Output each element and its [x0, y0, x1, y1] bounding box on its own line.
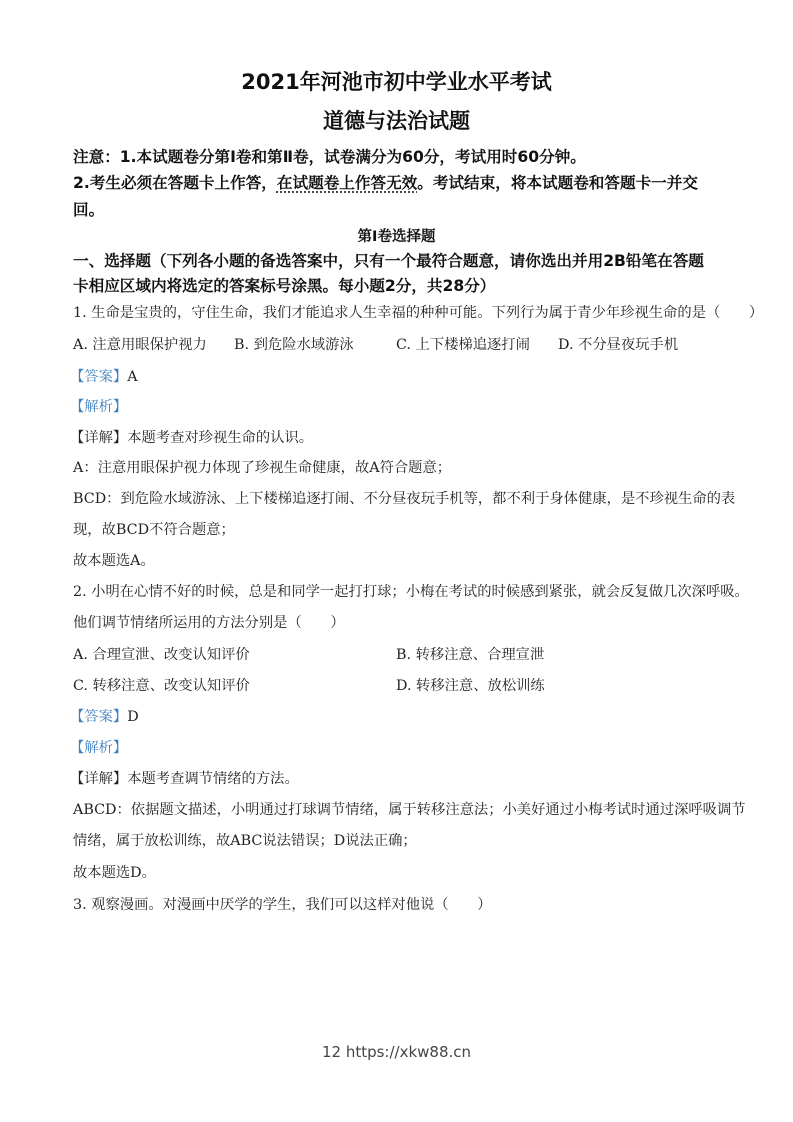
q2-option-d: D. 转移注意、放松训练	[396, 678, 545, 694]
note-2-part: 2.考生必须在答题卡上作答，	[73, 174, 277, 192]
q1-option-d: D. 不分昼夜玩手机	[558, 337, 679, 353]
q2-option-a: A. 合理宣泄、改变认知评价	[73, 647, 250, 663]
section-heading: 第Ⅰ卷选择题	[357, 229, 436, 245]
note-2-part: 。考试结束，将本试题卷和答题卡一并交	[417, 174, 698, 192]
q2-stem: 2. 小明在心情不好的时候，总是和同学一起打打球；小梅在考试的时候感到紧张，就会反复做几次深呼吸。	[73, 584, 749, 600]
q1-detail	[70, 429, 313, 447]
q1-analysis-label: 【解析】	[70, 399, 128, 415]
answer-value: A	[127, 369, 138, 385]
q2-option-b: B. 转移注意、合理宣泄	[396, 647, 545, 663]
q1-option-a: A. 注意用眼保护视力	[73, 337, 207, 353]
q2-analysis-label: 【解析】	[70, 740, 128, 756]
q2-stem-cont: 他们调节情绪所运用的方法分别是（ ）	[73, 615, 345, 631]
page-footer: 12 https://xkw88.cn	[321, 1043, 472, 1061]
part-heading-cont: 卡相应区域内将选定的答案标号涂黑。每小题2分，共28分）	[73, 277, 496, 295]
q2-answer	[70, 708, 139, 726]
detail-text: 本题考查调节情绪的方法。	[127, 771, 299, 787]
q1-line: 现，故BCD不符合题意；	[73, 522, 235, 538]
answer-label: 【答案】	[70, 369, 128, 385]
q1-option-c: C. 上下楼梯追逐打闹	[396, 337, 530, 353]
document-subtitle: 道德与法治试题	[323, 109, 470, 133]
q1-line: A：注意用眼保护视力体现了珍视生命健康，故A符合题意；	[73, 460, 452, 476]
note-2-cont: 回。	[73, 201, 105, 219]
q2-line: ABCD：依据题文描述，小明通过打球调节情绪，属于转移注意法；小美好通过小梅考试时通过深呼吸调节	[73, 802, 746, 818]
q1-stem: 1. 生命是宝贵的，守住生命，我们才能追求人生幸福的种种可能。下列行为属于青少年珍视生命的是（ ）	[73, 305, 764, 321]
q1-line: BCD：到危险水域游泳、上下楼梯追逐打闹、不分昼夜玩手机等，都不利于身体健康，是不珍视生命的表	[73, 491, 736, 507]
document-title: 2021年河池市初中学业水平考试	[241, 70, 552, 94]
note-2-emphasis: 在试题卷上作答无效	[276, 174, 418, 192]
q1-answer	[70, 368, 138, 386]
q1-option-b: B. 到危险水域游泳	[234, 337, 354, 353]
answer-value: D	[127, 709, 139, 725]
q2-line: 故本题选D。	[73, 865, 156, 881]
q2-line: 情绪，属于放松训练，故ABC说法错误；D说法正确；	[73, 833, 417, 849]
q2-option-c: C. 转移注意、改变认知评价	[73, 678, 250, 694]
detail-label: 【详解】	[70, 430, 128, 446]
note-2	[73, 174, 698, 192]
note-1: 注意：1.本试题卷分第Ⅰ卷和第Ⅱ卷，试卷满分为60分，考试用时60分钟。	[73, 148, 586, 166]
q2-detail	[70, 770, 299, 788]
detail-label: 【详解】	[70, 771, 128, 787]
answer-label: 【答案】	[70, 709, 128, 725]
part-heading: 一、选择题（下列各小题的备选答案中，只有一个最符合题意，请你选出并用2B铅笔在答题	[73, 252, 704, 270]
q3-stem: 3. 观察漫画。对漫画中厌学的学生，我们可以这样对他说（ ）	[73, 897, 492, 913]
q1-line: 故本题选A。	[73, 553, 155, 569]
detail-text: 本题考查对珍视生命的认识。	[127, 430, 314, 446]
